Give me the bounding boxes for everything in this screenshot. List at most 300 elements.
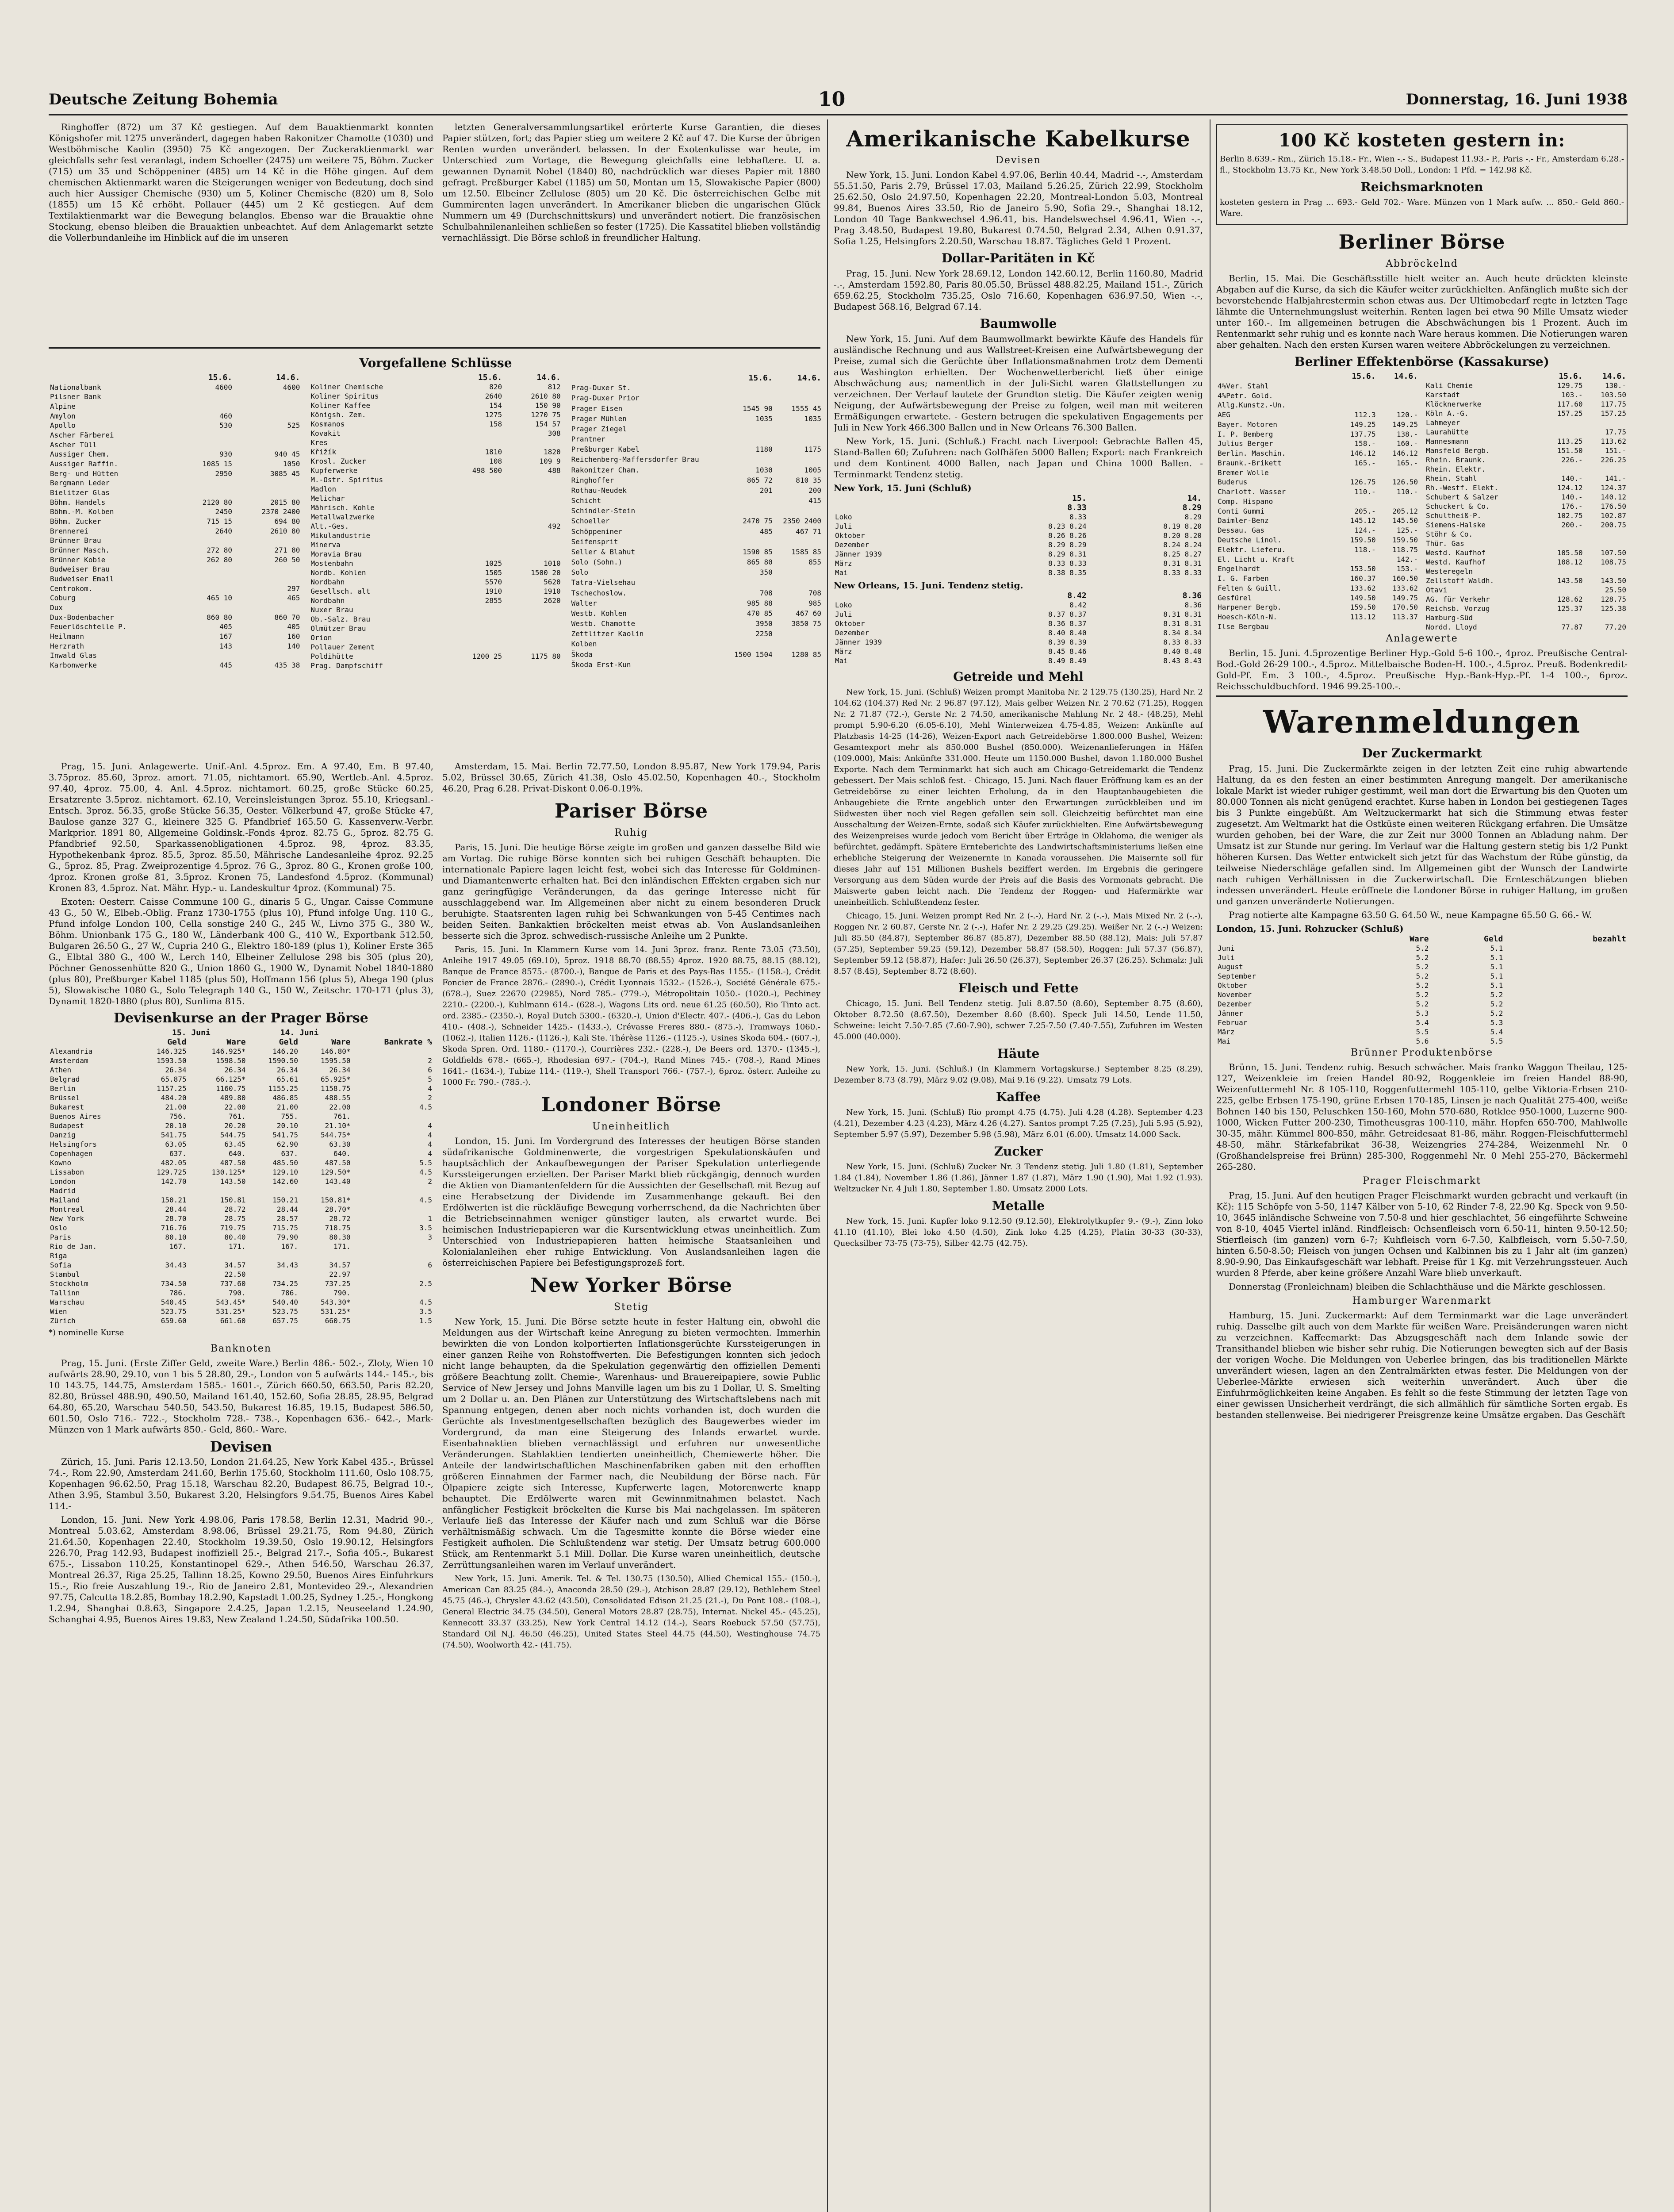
cell-value: 8.23 8.24 xyxy=(1048,522,1087,530)
row-label: Berlin xyxy=(50,1084,76,1093)
section-title: Dollar-Paritäten in Kč xyxy=(942,251,1095,265)
cell-value: 786. xyxy=(169,1289,187,1297)
cell-value: 530 xyxy=(219,421,233,430)
row-label: Kali Chemie xyxy=(1426,381,1473,390)
row-label: Loko xyxy=(835,601,852,609)
cell-value xyxy=(234,574,301,584)
row-label: Sofia xyxy=(50,1261,72,1269)
section-title: Anlagewerte xyxy=(1386,633,1458,644)
cell-value: 8.31 8.31 xyxy=(1163,619,1202,628)
cell-value: 489.80 xyxy=(220,1094,246,1102)
table-row xyxy=(1216,439,1419,449)
cell-value xyxy=(1584,530,1628,539)
row-label: Aussiger Chem. xyxy=(50,450,110,459)
row-label: Nuxer Brau xyxy=(310,606,353,614)
table-row xyxy=(834,600,1203,610)
cell-value: 2640 xyxy=(215,526,233,535)
table-row xyxy=(49,574,301,584)
table-row xyxy=(1216,603,1419,612)
table-row xyxy=(570,527,823,537)
cell-value: 1.5 xyxy=(419,1317,432,1325)
cell-value xyxy=(445,605,504,614)
table-row xyxy=(1425,622,1628,632)
cell-value: 1910 xyxy=(485,587,502,595)
table-row xyxy=(309,596,562,605)
table-row xyxy=(309,540,562,549)
row-label: Mailand xyxy=(50,1196,80,1204)
cell-value xyxy=(234,536,301,545)
table-row xyxy=(1425,548,1628,557)
cell-value: 5570 xyxy=(485,578,502,586)
table-row xyxy=(1425,474,1628,483)
cell-value: 157.25 xyxy=(1601,409,1626,418)
cell-value xyxy=(725,506,774,516)
cell-value xyxy=(725,393,774,403)
cell-value xyxy=(135,1251,188,1260)
table-row xyxy=(49,1298,433,1307)
table-row xyxy=(1425,446,1628,455)
table-row xyxy=(49,536,301,545)
cell-value: 492 xyxy=(548,522,561,530)
row-label: Nationalbank xyxy=(50,383,101,392)
prag-anlagewerte: Prag, 15. Juni. Anlagewerte. Unif.-Anl. 4.5proz. Em. A 97.40, Em. B 97.40, 3.75proz. 85.60, 3proz. amort. 71.05, nichtamort. 65.90, Wertleb.-Anl. 4.5proz. 97.40, 4proz. 75.00, 4. Anl. 4.5proz. nichtamort. 60.25, große Stücke 60.25, Ersatzrente 3.5proz. nichtamort. 62.10, Vereinsleistungen 3proz. 55.10, Kriegsanl.-Entsch. 3proz. 56.35, große Stücke 56.35, Oester. Völkerbund 47, große Stücke 47, Baulose ganze 327 G., kleinere 325 G. Pfandbrief 165.50 G. Kassenverw.-Verbr. Markprior. 1891 80, Allgemeine Goldinsk.-Fonds 4proz. 82.75 G., 5proz. 82.75 G. Pfandbrief 92.50, Sparkassenobligationen 4.5proz. 98, 4proz. 83.35, Hypothekenbank 4proz. 85.5, 3proz. 85.50, Mährische Landesanleihe 4proz. 92.25 G., 5proz. 85, Prag. Zweiprozentige 4.5proz. 76 G., 3proz. 80 G., Kronen große 100, 4proz. Kronen große 81, 3.5proz. Kronen 75, Landesfond 4.5proz. (Kommunal) Kronen 83, 4.5proz. Nat. Mähr. Hyp.- u. Landeskultur 4proz. (Kommunal) 75. xyxy=(49,761,433,893)
table-row xyxy=(834,647,1203,656)
table-row xyxy=(1216,526,1419,535)
cell-value xyxy=(445,503,504,512)
issue-date: Donnerstag, 16. Juni 1938 xyxy=(1406,91,1628,108)
cell-value: 756. xyxy=(169,1112,187,1121)
table-row xyxy=(49,402,301,411)
table-row xyxy=(49,517,301,526)
table-row xyxy=(570,476,823,486)
section-title: 100 Kč kosteten gestern in: xyxy=(1278,130,1566,151)
cell-value xyxy=(1335,468,1377,478)
cell-value: 77.20 xyxy=(1605,623,1626,631)
cell-value xyxy=(352,1047,433,1056)
cell-value: 1035 xyxy=(804,414,821,423)
cell-value: 4600 xyxy=(215,383,233,392)
section-rule xyxy=(49,347,820,349)
cell-value: 8.38 8.35 xyxy=(1048,568,1087,577)
cell-value xyxy=(445,633,504,642)
row-label: Prager Mühlen xyxy=(571,414,627,423)
table-row xyxy=(49,430,301,440)
cell-value: 77.87 xyxy=(1561,623,1583,631)
cell-value: 150 90 xyxy=(535,401,561,410)
table-row xyxy=(1216,1018,1628,1027)
section-title: Pariser Börse xyxy=(554,800,709,822)
row-label: März xyxy=(1218,1028,1235,1036)
stock-table-3 xyxy=(570,373,823,670)
row-label: Westd. Kaufhof xyxy=(1426,558,1486,566)
row-label: Oslo xyxy=(50,1224,67,1232)
cell-value: 5.2 xyxy=(1490,1009,1503,1018)
cell-value: 124.- xyxy=(1354,526,1376,535)
section-title: Berliner Börse xyxy=(1338,231,1505,253)
cell-value xyxy=(180,651,234,661)
table-row xyxy=(49,383,301,392)
row-label: Juli xyxy=(1218,953,1235,962)
cell-value: 865 72 xyxy=(747,476,773,484)
cell-value: 8.34 8.34 xyxy=(1163,629,1202,637)
row-label: Westb. Kohlen xyxy=(571,609,627,618)
row-label: Juli xyxy=(835,610,852,618)
cell-value: 110.- xyxy=(1396,488,1418,496)
table-row xyxy=(49,421,301,430)
table-row xyxy=(309,429,562,438)
cell-value: 8.26 8.26 xyxy=(1048,531,1087,540)
cell-value: 63.30 xyxy=(329,1140,351,1148)
cell-value xyxy=(774,578,823,588)
row-label: Dessau. Gas xyxy=(1218,526,1264,535)
row-label: Mikulandustrie xyxy=(310,531,371,540)
cell-value xyxy=(503,624,562,633)
cell-value: 1175 xyxy=(804,445,821,454)
haeute-text: New York, 15. Juni. (Schluß.) (In Klammern Vortagskurse.) September 8.25 (8.29), Dezember 8.73 (8.79), März 9.02 (9.08), Mai 9.16 (9.22). Umsatz 79 Lots. xyxy=(834,1064,1203,1085)
row-label: Februar xyxy=(1218,1018,1248,1027)
table-row xyxy=(1216,458,1419,468)
cell-value: 150.81* xyxy=(321,1196,351,1204)
cell-value: 102.75 xyxy=(1557,511,1583,520)
cell-value: 138.- xyxy=(1396,430,1418,438)
row-label: Prager Ziegel xyxy=(571,424,627,433)
row-label: Prag. Dampfschiff xyxy=(310,661,383,670)
cell-value: 150.21 xyxy=(161,1196,187,1204)
cell-value: 5.5 xyxy=(1490,1037,1503,1045)
table-row xyxy=(49,555,301,565)
cell-value: 719.75 xyxy=(220,1224,246,1232)
cell-value: 34.43 xyxy=(165,1261,187,1269)
table-row xyxy=(1216,555,1419,565)
cell-value: 21.00 xyxy=(165,1103,187,1111)
row-label: Buenos Aires xyxy=(50,1112,101,1121)
cell-value: 820 xyxy=(489,383,502,391)
cell-value: 167 xyxy=(219,632,233,641)
table-row xyxy=(49,498,301,507)
row-label: Karbonwerke xyxy=(50,661,97,670)
cell-value: 112.3 xyxy=(1354,411,1376,419)
cell-value: 145.50 xyxy=(1392,516,1418,525)
cell-value xyxy=(725,383,774,393)
table-row xyxy=(834,637,1203,647)
cell-value: 142.60 xyxy=(272,1177,299,1186)
bruenner-text: Brünn, 15. Juni. Tendenz ruhig. Besuch schwächer. Mais franko Waggon Theilau, 125-127, Weizenkleie im freien Handel 80-92, Roggenkleie im freien Handel 88-90, Weizenfuttermehl Nr. 8 105-110, Roggenfuttermehl 105-110, gelbe Viktoria-Erbsen 210-225, gelbe Erbsen 175-190, grüne Erbsen 170-185, Linsen je nach Qualität 275-400, weiße Bohnen 140 bis 150, Peluschken 150-160, Mohn 570-680, Rotklee 950-1000, Luzerne 900-1000, Wicken Futter 200-230, Timotheusgras 100-110, mähr. Hopfen 650-700, Mahlwolle 30-35, mähr. Kümmel 800-850, mähr. Getreidesaat 81-86, mähr. Roggen-Fleischfuttermehl 48-50, mähr. Stärkefabrikat 36-38, Weizengries 274-284, Weizenmehl Nr. 0 (Großhandelspreise frei Brünn) 285-300, Roggenmehl Nr. 0 Mehl 255-270, Bäckermehl 265-280. xyxy=(1216,1062,1628,1172)
cell-value: 1593.50 xyxy=(157,1056,187,1065)
cell-value: 149.25 xyxy=(1350,420,1376,429)
row-label: Ascher Tüll xyxy=(50,440,97,449)
cell-value: 165.- xyxy=(1354,458,1376,467)
row-label: Olmützer Brau xyxy=(310,624,366,633)
cell-value: 34.57 xyxy=(329,1261,351,1269)
cell-value xyxy=(234,430,301,440)
cell-value: 2620 xyxy=(544,596,561,605)
cell-value xyxy=(1584,418,1628,427)
row-label: Schuckert & Co. xyxy=(1426,502,1490,511)
row-label: Böhm. Handels xyxy=(50,498,106,507)
table-row xyxy=(570,639,823,649)
row-label: Schoeller xyxy=(571,517,610,526)
cell-value xyxy=(135,1270,188,1279)
row-label: Stockholm xyxy=(50,1279,88,1288)
table-row xyxy=(1216,497,1419,507)
metalle-text: New York, 15. Juni. Kupfer loko 9.12.50 (9.12.50), Elektrolytkupfer 9.- (9.-), Zinn loko 41.10 (41.10), Blei loko 4.50 (4.50), Zink loko 4.25 (4.25), Platin 30-33 (30-33), Quecksilber 73-75 (73-75), Silber 42.75 (42.75). xyxy=(834,1217,1203,1248)
cell-value: 485 xyxy=(759,527,773,536)
row-label: Rhein. Elektr. xyxy=(1426,465,1486,473)
table-row xyxy=(570,609,823,619)
row-label: Karstadt xyxy=(1426,391,1460,399)
table-row xyxy=(1216,516,1419,526)
row-label: Budweiser Email xyxy=(50,575,114,584)
vorgefallene-tables xyxy=(49,373,823,670)
cell-value: 540.40 xyxy=(272,1298,299,1306)
row-label: Preßburger Kabel xyxy=(571,445,640,454)
row-label: Deutsche Linol. xyxy=(1218,536,1282,545)
row-label: Copenhagen xyxy=(50,1149,93,1158)
table-row xyxy=(1216,420,1419,430)
row-label: Dezember xyxy=(1218,1000,1252,1008)
exoten-text: Exoten: Oesterr. Caisse Commune 100 G., dinaris 5 G., Ungar. Caisse Commune 43 G., 50 W., Elbeb.-Oblig. Franz 1730-1755 (plus 10), Pfund infolge Ung. 110 G., Pfund infolge London 100, Cella sonstige 240 G., 245 W., Livno 375 G., 380 W., Böhm. Unionbank 175 G., 180 W., Länderbank 400 G., 410 W., Exportbank 512.50, Bulgaren 26.50 G., 27 W., Cupria 240 G., Elektro 180-189 (plus 1), Koliner Erste 365 G., Elbtal 380 G., 400 W., Lerch 140, Elbeiner Zellulose 298 bis 305 (plus 20), Pöchner Genossenhütte 820 G., Union 1860 G., 1900 W., Dynamit Nobel 1840-1880 (plus 80), Preßburger Kabel 1185 (plus 50), Hoffmann 156 (plus 5), Abega 190 (plus 5), Slowakische 1080 G., Solo Telegraph 140 G., 150 W., Zeitschr. 170-171 (plus 3), Dynamit 1820-1880 (plus 80), Sunlima 815. xyxy=(49,896,433,1006)
table-row xyxy=(49,1205,433,1214)
market-report-text: letzten Generalversammlungsartikel erörterte Kurse Garantien, die dieses Papier stützen, fort; das Papier stieg um weitere 2 Kč auf 47. Die Kurse der übrigen Renten wurden unverändert belassen. In der Exotenkulisse war heute, im Unterschied zum Vortage, die Bewegung gleichfalls eine lebhaftere. U. a. gewannen Dynamit Nobel (1840) 80, nachdrücklich war dieses Papier mit 1880 gefragt. Preßburger Kabel (1185) um 50, Montan um 15, Slowakische Papier (800) um 12.50. Elbeiner Zellulose (805) um 20 Kč. Die österreichischen Gelbe mit Gummirenten lagen unverändert. In Amerikaner blieben die ungarischen Glück Nummern um 49 (Durchschnittskurs) und unverändert notiert. Die französischen Schulbahnilenanleihen schließen so fester (1725). Die Kassatitel blieben vollständig vernachlässigt. Die Börse schloß in freundlicher Haltung. xyxy=(442,122,820,243)
row-label: Alpine xyxy=(50,402,76,411)
chicago-text: Chicago, 15. Juni. Weizen prompt Red Nr. 2 (-.-), Hard Nr. 2 (-.-), Mais Mixed Nr. 2 (-.-), Roggen Nr. 2 60.87, Gerste Nr. 2 (-.-), Hafer Nr. 2 29.25 (29.25). Weißer Nr. 2 (-.-) Weizen: Juli 85.50 (84.87), September 86.87 (85.87), Dezember 88.50 (88.12), Mais: Juli 57.87 (57.25), September 59.25 (59.12), Dezember 58.87 (58.50), Roggen: Juli 57.37 (56.87), September 59.12 (58.87), Hafer: Juli 26.50 (26.37), September 26.37 (26.25). Schmalz: Juli 8.57 (8.45), September 8.72 (8.60). xyxy=(834,911,1203,976)
section-title: Banknoten xyxy=(210,1343,272,1354)
table-row xyxy=(49,1102,433,1112)
row-label: Nordbahn xyxy=(310,578,345,586)
row-label: Coburg xyxy=(50,594,76,603)
row-label: Ob.-Salz. Brau xyxy=(310,615,371,623)
table-row xyxy=(570,660,823,670)
right-column xyxy=(1216,122,1628,2212)
cell-value xyxy=(1584,539,1628,548)
cell-value: 103.- xyxy=(1561,391,1583,399)
cell-value: 124.12 xyxy=(1557,484,1583,492)
cell-value xyxy=(352,1205,433,1214)
cell-value: 201 xyxy=(759,486,773,495)
section-subtitle: Devisen xyxy=(996,155,1041,166)
column-divider xyxy=(827,119,828,2212)
cell-value: 661.60 xyxy=(220,1317,246,1325)
cell-value xyxy=(1584,613,1628,622)
table-row xyxy=(1425,390,1628,399)
cell-value: 1200 25 xyxy=(472,652,502,661)
row-label: Warschau xyxy=(50,1298,84,1306)
cell-value xyxy=(234,478,301,488)
table-row xyxy=(49,661,301,670)
cell-value: 855 xyxy=(808,558,821,567)
row-label: Montreal xyxy=(50,1205,84,1214)
cell-value: 3 xyxy=(428,1233,432,1241)
zucker-text: New York, 15. Juni. (Schluß) Zucker Nr. 3 Tendenz stetig. Juli 1.80 (1.81), September 1.84 (1.84), November 1.86 (1.86), Jänner 1.87 (1.87), März 1.90 (1.90), Mai 1.92 (1.93). Weltzucker Nr. 4 Juli 1.80, September 1.80. Umsatz 2000 Lots. xyxy=(834,1162,1203,1194)
cell-value: 715.75 xyxy=(272,1224,299,1232)
table-row xyxy=(570,650,823,660)
cell-value: 142.70 xyxy=(161,1177,187,1186)
table-row xyxy=(1216,593,1419,603)
row-label: Jänner 1939 xyxy=(835,550,882,558)
row-label: Paris xyxy=(50,1233,72,1241)
table-caption: London, 15. Juni. Rohzucker (Schluß) xyxy=(1216,923,1404,934)
cell-value: 128.75 xyxy=(1601,595,1626,603)
table-row xyxy=(49,641,301,651)
table-row xyxy=(570,383,823,393)
cell-value xyxy=(445,661,504,670)
table-row xyxy=(570,537,823,547)
footnote: *) nominelle Kurse xyxy=(49,1328,124,1337)
table-row xyxy=(309,624,562,633)
row-label: Jänner 1939 xyxy=(835,638,882,646)
cell-value: 4.5 xyxy=(419,1196,432,1204)
row-label: Škoda xyxy=(571,650,593,659)
cell-value: 34.43 xyxy=(276,1261,299,1269)
cell-value: 143.50 xyxy=(220,1177,246,1186)
cell-value xyxy=(1377,468,1419,478)
cell-value: 2470 75 xyxy=(743,517,773,526)
cell-value xyxy=(774,568,823,578)
row-label: Bielitzer Glas xyxy=(50,488,110,497)
section-title: Londoner Börse xyxy=(541,1094,722,1116)
cell-value xyxy=(503,512,562,522)
cell-value xyxy=(180,565,234,574)
cell-value xyxy=(774,424,823,434)
section-title: Baumwolle xyxy=(980,316,1057,331)
cell-value: 531.25* xyxy=(216,1307,246,1316)
row-label: März xyxy=(835,559,852,568)
berliner-text: Berlin, 15. Mai. Die Geschäftsstille hielt weiter an. Auch heute drückten kleinste Abgaben auf die Kurse, da sich die Käufer weiter zurückhielten. Anfänglich mußte sich der bevorstehende Halbjahrestermin schon etwas aus. Der Ultimobedarf regte in letzten Tage lähmte die Unternehmungslust weiterhin. Renten lagen bei etwa 90 Mille Umsatz wieder unter 160.-. Im allgemeinen betrugen die Abschwächungen bis 1 Prozent. Auch im Rentenmarkt sehr ruhig und es konnte nach Ware heraus kommen. Die Notierungen waren aber gehalten. Nach den ersten Kursen waren weitere Abbröckelungen zu verzeichnen. xyxy=(1216,273,1628,350)
cell-value: 860 70 xyxy=(274,613,300,622)
cell-value: 544.75 xyxy=(220,1131,246,1139)
cell-value xyxy=(299,1186,352,1195)
cell-value: 465 10 xyxy=(207,594,233,603)
cell-value: 5.2 xyxy=(1416,1000,1429,1008)
table-row xyxy=(834,610,1203,619)
cell-value: 125.- xyxy=(1396,526,1418,535)
table-row xyxy=(570,434,823,445)
table-row xyxy=(1216,391,1419,401)
cell-value: 543.45* xyxy=(216,1298,246,1306)
cell-value: 8.42 xyxy=(1069,601,1087,609)
table-row xyxy=(570,404,823,414)
row-label: Dezember xyxy=(835,629,870,637)
row-label: Krosl. Zucker xyxy=(310,457,366,465)
cell-value: 109 9 xyxy=(539,457,561,465)
table-row xyxy=(49,1084,433,1093)
row-label: Škoda Erst-Kun xyxy=(571,660,631,669)
table-row xyxy=(49,565,301,574)
cell-value: 113.37 xyxy=(1392,613,1418,622)
table-row xyxy=(49,1242,433,1251)
cell-value: 63.45 xyxy=(224,1140,246,1148)
table-row xyxy=(570,547,823,557)
row-label: Heilmann xyxy=(50,632,84,641)
cell-value: 1585 85 xyxy=(791,547,821,556)
no-cotton-table xyxy=(834,591,1203,665)
table-row xyxy=(834,628,1203,637)
cell-value: 272 80 xyxy=(207,546,233,555)
table-header: Geld Ware Geld Ware Bankrate % xyxy=(167,1037,432,1047)
cell-value xyxy=(445,531,504,540)
row-label: Harpener Bergb. xyxy=(1218,603,1282,612)
row-label: Riga xyxy=(50,1252,67,1260)
row-label: Thür. Gas xyxy=(1426,539,1464,548)
cell-value xyxy=(1540,427,1584,437)
row-label: Kowno xyxy=(50,1159,72,1167)
row-label: Solo (Sohn.) xyxy=(571,558,623,567)
row-label: Ascher Färberei xyxy=(50,431,114,440)
cell-value: 157.25 xyxy=(1557,409,1583,418)
table-caption: New Orleans, 15. Juni. Tendenz stetig. xyxy=(834,580,1023,591)
table-row xyxy=(49,1186,433,1195)
table-row xyxy=(1216,410,1419,420)
cell-value: 790. xyxy=(229,1289,246,1297)
cell-value xyxy=(1540,585,1584,595)
cell-value xyxy=(1377,381,1419,391)
cell-value xyxy=(1335,497,1377,507)
cell-value: 755. xyxy=(281,1112,299,1121)
hamburger-text: Hamburg, 15. Juni. Zuckermarkt: Auf dem Terminmarkt war die Lage unverändert ruhig. Dasselbe gilt auch von dem Markte für weißen Ware. Preisänderungen waren nicht zu verzeichnen. Kaffeemarkt: Das Abzugsgeschäft nach dem Inlande sowie der Transithandel blieben wie bisher sehr ruhig. Die Notierungen bewegten sich auf der Basis der vorigen Woche. Die Meldungen von Ueberlee bringen, das bis traditionellen Märkte unverändert wiesen, lagen an den Zentralmärkten etwas fester. Die Meldungen von der Ueberlee-Märkte erwiesen sich weiterhin unverändert. Auch über die Einfuhrmöglichkeiten keine Angaben. Es fehlt so die feste Stimmung der letzten Tage von einer gewissen Unsicherheit verdrängt, die sich allmählich für sämtliche Sorten ergab. Es bestanden stellenweise. Bei niedrigerer Preisgrenze keine Umsätze ergaben. Das Geschäft xyxy=(1216,1310,1628,1420)
table-row xyxy=(1216,430,1419,439)
row-label: September xyxy=(1218,972,1256,980)
cell-value: 171. xyxy=(333,1242,351,1251)
row-label: Nordd. Lloyd xyxy=(1426,623,1477,631)
cell-value: 2350 2400 xyxy=(783,517,821,526)
cell-value: 985 xyxy=(808,599,821,607)
row-label: Kosmanos xyxy=(310,420,345,428)
row-label: Juli xyxy=(835,522,852,530)
row-label: Amylon xyxy=(50,411,76,420)
cell-value: 350 xyxy=(759,568,773,577)
row-label: Solo xyxy=(571,568,589,577)
vorgefallene-section xyxy=(49,352,823,759)
row-label: Julius Berger xyxy=(1218,439,1273,448)
cell-value: 26.34 xyxy=(329,1066,351,1074)
row-label: Zettlitzer Kaolin xyxy=(571,630,644,638)
table-row xyxy=(1216,400,1419,410)
row-label: 4%Petr. Gold. xyxy=(1218,391,1273,400)
row-label: AEG xyxy=(1218,411,1230,419)
cell-value xyxy=(503,633,562,642)
cell-value: 149.50 xyxy=(1350,593,1376,602)
cell-value: 8.37 8.37 xyxy=(1048,610,1087,618)
cell-value: 8.33 8.33 xyxy=(1163,638,1202,646)
row-label: Engelhardt xyxy=(1218,565,1260,573)
table-row xyxy=(1216,953,1628,962)
cell-value: 8.20 8.20 xyxy=(1163,531,1202,540)
cell-value: 226.- xyxy=(1561,456,1583,464)
cell-value: 113.12 xyxy=(1350,613,1376,622)
cell-value xyxy=(774,660,823,670)
cell-value: 637. xyxy=(169,1149,187,1158)
table-row xyxy=(309,633,562,642)
table-row xyxy=(1425,595,1628,604)
cell-value: 2640 xyxy=(485,392,502,400)
table-row xyxy=(49,526,301,536)
row-label: Centrokom. xyxy=(50,584,93,593)
cell-value xyxy=(725,578,774,588)
cell-value: 4 xyxy=(428,1140,432,1148)
table-row xyxy=(1216,990,1628,999)
cell-value: 812 xyxy=(548,383,561,391)
cell-value: 465 xyxy=(287,594,300,603)
cell-value: 200.- xyxy=(1561,521,1583,529)
cell-value: 694 80 xyxy=(274,517,300,526)
cell-value xyxy=(503,642,562,652)
cell-value: 1910 xyxy=(544,587,561,595)
row-label: Prager Eisen xyxy=(571,404,623,413)
cell-value xyxy=(774,506,823,516)
cell-value xyxy=(180,402,234,411)
table-row xyxy=(1425,502,1628,511)
cell-value: 5.3 xyxy=(1490,1018,1503,1027)
